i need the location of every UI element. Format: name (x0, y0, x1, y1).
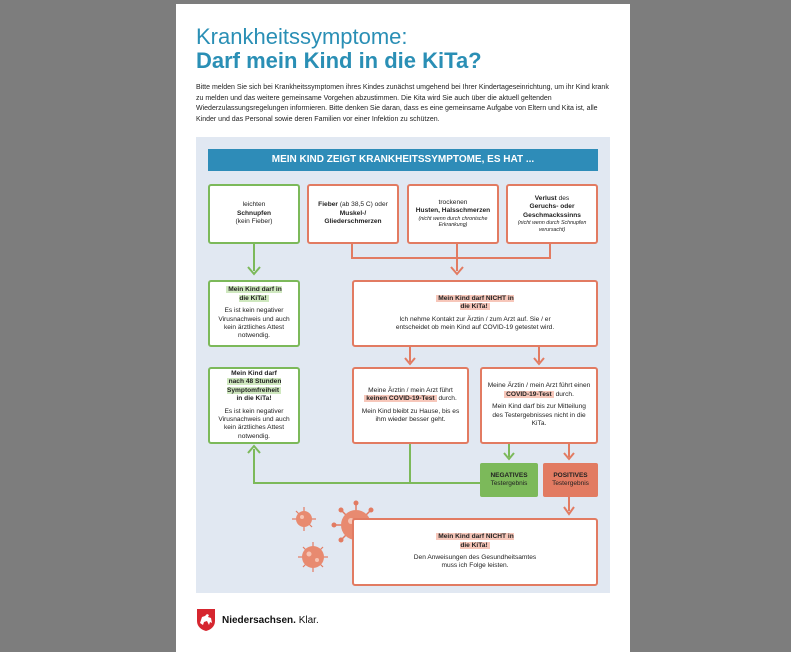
outcome-box-not-allowed (352, 280, 598, 347)
symptom-label: Verlust (534, 194, 557, 202)
symptom-label: Husten, Halsschmerzen (415, 207, 491, 215)
symptom-box-husten (407, 184, 499, 244)
outcome-title: Mein Kind darf NICHT in die KiTa! (438, 294, 514, 311)
outcome-text: Meine Ärztin / mein Arzt führt einen (487, 382, 591, 390)
result-sublabel: Testergebnis (490, 480, 528, 487)
symptom-box-geruch (506, 184, 598, 244)
outcome-text: durch. (438, 395, 457, 403)
outcome-text: durch. (555, 390, 574, 398)
result-negative-badge (480, 463, 538, 497)
symptom-note: (kein Fieber) (235, 218, 273, 226)
result-positive-badge (543, 463, 598, 497)
symptom-label: Muskel-/ Gliederschmerzen (324, 209, 382, 226)
symptom-text: (ab 38,5 C) oder (339, 201, 388, 209)
outcome-title: in die KiTa! (236, 395, 272, 403)
outcome-text: Den Anweisungen des Gesundheitsamtes muss ich Folge leisten. (413, 554, 537, 570)
symptom-text: leichten (242, 201, 266, 209)
outcome-box-no-test (352, 367, 469, 444)
outcome-box-final (352, 518, 598, 586)
page-title-line2: Darf mein Kind in die KiTa? (196, 48, 482, 73)
symptom-label: Geruchs- oder Geschmackssinns (523, 203, 581, 219)
symptom-note: (nicht wenn durch Schnupfen verursacht) (517, 220, 587, 233)
outcome-text: Ich nehme Kontakt zur Ärztin / zum Arzt auf. Sie / er entscheidet ob mein Kind auf COVID-19 getestet wird. (395, 315, 555, 331)
connector-line (254, 444, 410, 483)
coat-of-arms-icon (196, 608, 216, 632)
intro-paragraph: Bitte melden Sie sich bei Krankheitssymptomen ihres Kindes zunächst umgehend bei Ihrer Kindertageseinrichtung, um ihr Kind krank zu melden und das weitere gemeinsame Vorgehen abzustimmen. Die Kita wird Sie auch über die aktuell geltenden Wiederzulassungsregelungen informieren. Bitte denken Sie daran, dass es eine gemeinsame Aufgabe von Eltern und Kita ist, alle Kinder und das Personal sowie deren Familien vor einer Infektion zu schützen. (196, 84, 609, 123)
footer-logo (196, 608, 319, 632)
symptom-text: trockenen (438, 199, 468, 206)
outcome-title: Mein Kind darf in die KiTa! (228, 286, 282, 302)
outcome-text: Mein Kind darf bis zur Mitteilung des Testergebnisses nicht in die KiTa. (492, 403, 586, 428)
outcome-title-highlight: keinen COVID-19-Test (366, 395, 435, 403)
outcome-title-highlight: COVID-19-Test (506, 390, 552, 398)
outcome-title-highlight: nach 48 Stunden Symptomfreiheit (226, 378, 282, 394)
brand-slogan: Klar. (298, 614, 319, 626)
symptom-label: Fieber (318, 201, 338, 209)
outcome-text: Es ist kein negativer Virusnachweis und auch kein ärztliches Attest notwendig. (218, 407, 290, 440)
outcome-text: Es ist kein negativer Virusnachweis und auch kein ärztliches Attest notwendig. (218, 307, 290, 340)
outcome-text: Meine Ärztin / mein Arzt führt (368, 386, 453, 394)
outcome-text: Mein Kind bleibt zu Hause, bis es ihm wieder besser geht. (361, 407, 460, 423)
outcome-title: Mein Kind darf NICHT in die KiTa! (438, 533, 514, 549)
symptom-note: (nicht wenn durch chronische Erkrankung) (418, 215, 488, 229)
outcome-box-allowed-48h (208, 367, 300, 444)
symptom-label: Schnupfen (236, 209, 272, 217)
page-title-line1: Krankheitssymptome: (196, 24, 408, 49)
result-label: POSITIVES (553, 471, 588, 479)
brand-name: Niedersachsen. (222, 614, 296, 626)
poster-page (176, 4, 630, 652)
outcome-box-allowed (208, 280, 300, 347)
symptom-text: des (558, 194, 570, 202)
flowchart-header: MEIN KIND ZEIGT KRANKHEITSSYMPTOME, ES HAT ... (208, 149, 598, 171)
symptom-box-fieber (307, 184, 399, 244)
flowchart-panel (196, 137, 610, 593)
connector-line (352, 244, 550, 271)
result-label: NEGATIVES (490, 471, 528, 479)
outcome-title: Mein Kind darf (231, 369, 277, 377)
result-sublabel: Testergebnis (552, 480, 589, 487)
symptom-box-schnupfen (208, 184, 300, 244)
outcome-box-test (480, 367, 598, 444)
